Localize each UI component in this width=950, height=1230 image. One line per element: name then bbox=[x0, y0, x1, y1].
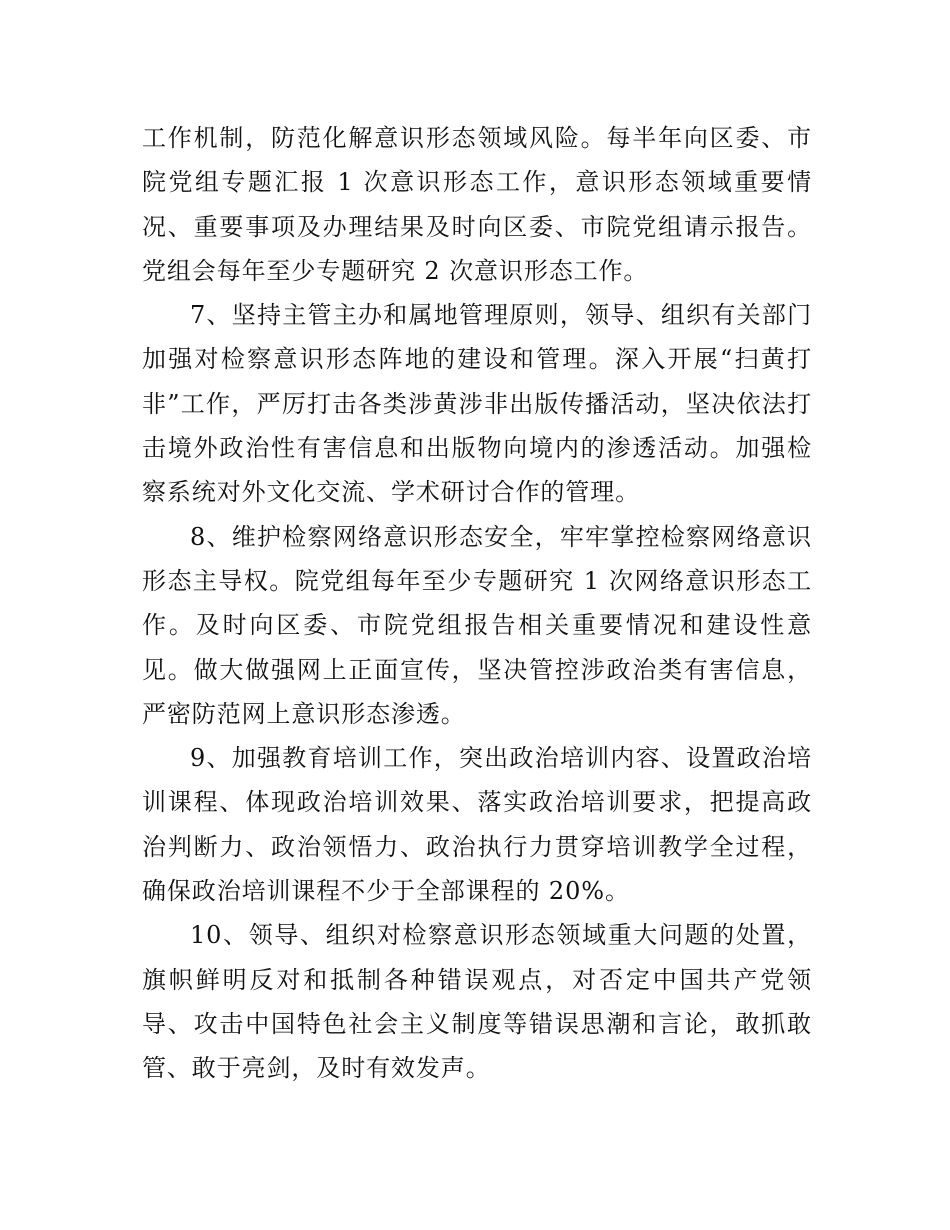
document-body bbox=[142, 116, 812, 1091]
paragraph-continuation: 工作机制，防范化解意识形态领域风险。每半年向区委、市院党组专题汇报 1 次意识形态工作，意识形态领域重要情况、重要事项及办理结果及时向区委、市院党组请示报告。党组会每年至少专题研究 2 次意识形态工作。 bbox=[142, 124, 812, 285]
paragraph-item-10: 10、领导、组织对检察意识形态领域重大问题的处置，旗帜鲜明反对和抵制各种错误观点，对否定中国共产党领导、攻击中国特色社会主义制度等错误思潮和言论，敢抓敢管、敢于亮剑，及时有效发声。 bbox=[142, 921, 812, 1083]
paragraph-item-7: 7、坚持主管主办和属地管理原则，领导、组织有关部门加强对检察意识形态阵地的建设和管理。深入开展“扫黄打非”工作，严厉打击各类涉黄涉非出版传播活动，坚决依法打击境外政治性有害信息和出版物向境内的渗透活动。加强检察系统对外文化交流、学术研讨合作的管理。 bbox=[142, 301, 812, 507]
paragraph-item-8: 8、维护检察网络意识形态安全，牢牢掌控检察网络意识形态主导权。院党组每年至少专题研究 1 次网络意识形态工作。及时向区委、市院党组报告相关重要情况和建设性意见。做大做强网上正面宣传，坚决管控涉政治类有害信息，严密防范网上意识形态渗透。 bbox=[142, 522, 812, 728]
paragraph-item-9: 9、加强教育培训工作，突出政治培训内容、设置政治培训课程、体现政治培训效果、落实政治培训要求，把提高政治判断力、政治领悟力、政治执行力贯穿培训教学全过程，确保政治培训课程不少于全部课程的 20%。 bbox=[142, 744, 812, 906]
